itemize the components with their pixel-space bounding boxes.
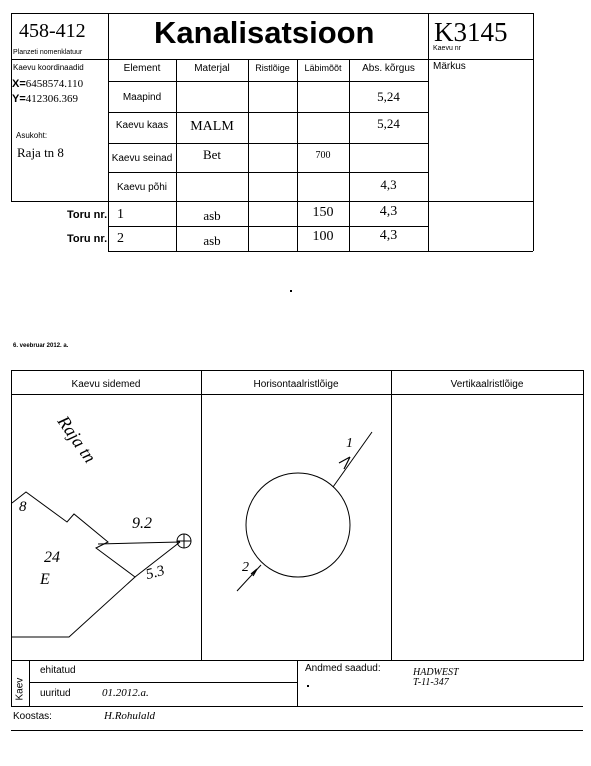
measure-line-92 xyxy=(98,542,180,544)
coord-y-label: Y= xyxy=(12,93,26,105)
location-sketch xyxy=(12,395,201,660)
th-abs-height: Abs. kõrgus xyxy=(362,63,415,74)
surveyed-value: 01.2012.a. xyxy=(102,687,149,699)
pipe2-label: Toru nr. xyxy=(67,233,108,245)
th-element: Element xyxy=(123,63,161,74)
compiled-value: H.Rohulald xyxy=(104,710,156,722)
pipe2-diameter: 100 xyxy=(312,229,334,244)
map-sheet-caption: Planzeti nomenklatuur xyxy=(13,49,83,56)
built-label: ehitatud xyxy=(40,665,76,676)
hand-number-24: 24 xyxy=(44,549,60,566)
date-stamp: 6. veebruar 2012. a. xyxy=(13,343,69,349)
pipe1-number: 1 xyxy=(117,207,124,222)
row-kaas-height: 5,24 xyxy=(377,116,400,131)
row-pohi-element: Kaevu põhi xyxy=(116,182,168,193)
data-from-value1: HADWEST xyxy=(413,667,459,678)
row-pohi-height: 4,3 xyxy=(380,177,397,192)
pipe1-arrow xyxy=(339,457,350,469)
coord-y xyxy=(12,93,78,105)
pipe1-material: asb xyxy=(203,208,221,223)
building-outline xyxy=(12,492,135,637)
pipe1-label: Toru nr. xyxy=(67,209,108,221)
map-sheet-number: 458-412 xyxy=(19,20,86,42)
hand-letter-e: E xyxy=(40,571,50,588)
sketch-col2-title: Horisontaalristlõige xyxy=(253,379,339,390)
row-seinad-element: Kaevu seinad xyxy=(111,153,173,164)
location-label: Asukoht: xyxy=(16,131,48,140)
horizontal-section-sketch xyxy=(202,395,391,660)
pipe2-number: 2 xyxy=(117,231,124,246)
sketch-col1-title: Kaevu sidemed xyxy=(71,379,141,390)
surveyed-label: uuritud xyxy=(40,688,71,699)
row-kaas-element: Kaevu kaas xyxy=(115,120,169,131)
coord-x xyxy=(12,78,83,90)
compiled-label: Koostas: xyxy=(13,711,52,722)
well-number-caption: Kaevu nr xyxy=(433,45,462,52)
data-from-dot xyxy=(307,685,309,687)
coord-x-label: X= xyxy=(12,78,26,90)
coordinates-label: Kaevu koordinaadid xyxy=(13,63,84,72)
data-from-value2: T-11-347 xyxy=(413,677,449,688)
well-number: K3145 xyxy=(434,17,508,47)
hand-number-8: 8 xyxy=(19,499,27,515)
th-material: Materjal xyxy=(194,63,230,74)
data-from-label: Andmed saadud: xyxy=(305,663,381,674)
row-seinad-material: Bet xyxy=(202,147,222,162)
th-diameter: Läbimõõt xyxy=(304,63,342,73)
hand-pipe1: 1 xyxy=(346,436,353,451)
page-title: Kanalisatsioon xyxy=(154,15,375,50)
row-maapind-element: Maapind xyxy=(122,92,162,103)
pipe2-height: 4,3 xyxy=(379,228,398,243)
row-kaas-material: MALM xyxy=(190,119,234,134)
row-maapind-height: 5,24 xyxy=(377,89,400,104)
th-cross-section: Ristlõige xyxy=(255,63,290,73)
pipe2-material: asb xyxy=(203,233,221,248)
hand-street: Raja tn xyxy=(53,412,101,467)
scan-dot xyxy=(290,290,292,292)
hand-distance-92: 9.2 xyxy=(132,515,152,532)
kaev-label: Kaev xyxy=(14,677,26,701)
th-remarks: Märkus xyxy=(433,61,466,72)
pipe1-diameter: 150 xyxy=(312,205,334,220)
well-circle xyxy=(246,473,350,577)
pipe2-line xyxy=(237,565,261,591)
coord-y-value: 412306.369 xyxy=(25,93,79,105)
location-value: Raja tn 8 xyxy=(17,145,64,160)
hand-distance-53: 5.3 xyxy=(144,562,167,584)
row-seinad-diameter: 700 xyxy=(315,150,331,161)
pipe1-height: 4,3 xyxy=(379,204,398,219)
sketch-col3-title: Vertikaalristlõige xyxy=(450,379,524,390)
coord-x-value: 6458574.110 xyxy=(25,78,84,90)
hand-pipe2: 2 xyxy=(242,560,249,575)
